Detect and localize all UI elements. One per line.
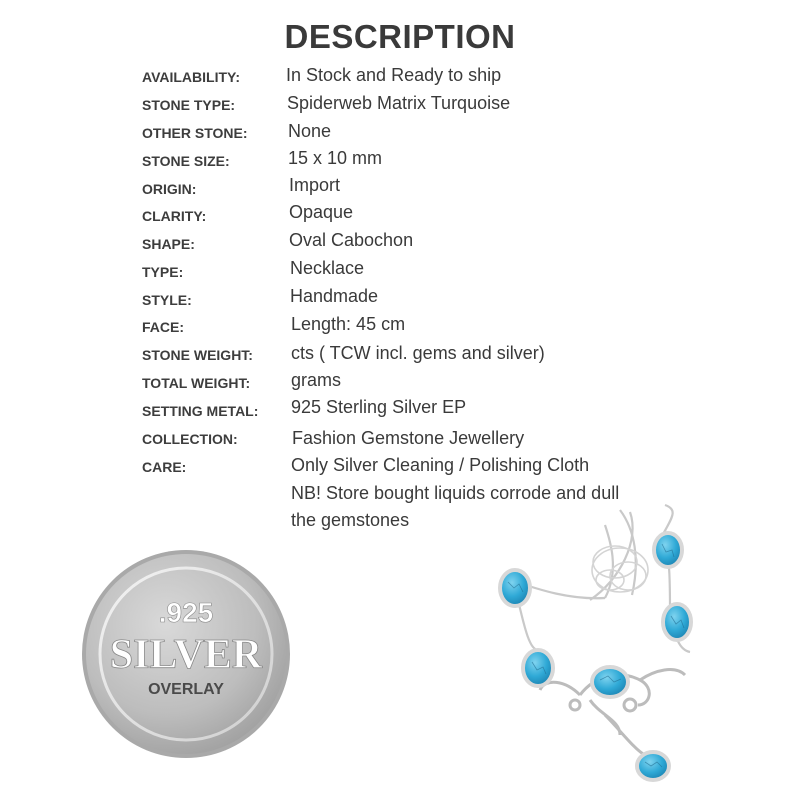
page-title: DESCRIPTION [284,18,516,55]
spec-value-other-stone: None [288,121,332,141]
care-note-line1: NB! Store bought liquids corrode and dull [291,483,620,503]
spec-value-clarity: Opaque [289,202,354,222]
spec-label-stone-type: STONE TYPE: [142,97,236,113]
spec-value-style: Handmade [290,286,379,306]
spec-value-setting-metal: 925 Sterling Silver EP [291,397,467,417]
silver-overlay-badge [80,548,292,760]
spec-label-origin: ORIGIN: [142,181,197,197]
spec-label-setting-metal: SETTING METAL: [142,403,259,419]
spec-label-stone-weight: STONE WEIGHT: [142,347,253,363]
spec-value-collection: Fashion Gemstone Jewellery [292,428,525,448]
spec-label-other-stone: OTHER STONE: [142,125,248,141]
spec-value-availability: In Stock and Ready to ship [286,65,502,85]
spec-value-stone-size: 15 x 10 mm [288,148,383,168]
spec-label-collection: COLLECTION: [142,431,238,447]
spec-value-type: Necklace [290,258,365,278]
spec-value-face: Length: 45 cm [291,314,406,334]
badge-text-925: .925 [158,597,214,628]
spec-label-stone-size: STONE SIZE: [142,153,230,169]
spec-value-stone-type: Spiderweb Matrix Turquoise [287,93,511,113]
necklace-product-image [470,500,800,800]
spec-value-stone-weight: cts ( TCW incl. gems and silver) [291,343,545,363]
care-note-line2: the gemstones [291,510,410,530]
spec-label-face: FACE: [142,319,184,335]
spec-label-type: TYPE: [142,264,184,280]
badge-text-silver: SILVER [109,632,263,678]
spec-label-clarity: CLARITY: [142,208,207,224]
spec-label-total-weight: TOTAL WEIGHT: [142,375,251,391]
spec-label-care: CARE: [142,459,187,475]
spec-value-origin: Import [289,175,341,195]
spec-value-care: Only Silver Cleaning / Polishing Cloth [291,455,590,475]
spec-label-availability: AVAILABILITY: [142,69,240,85]
spec-label-style: STYLE: [142,292,192,308]
spec-label-shape: SHAPE: [142,236,195,252]
spec-value-shape: Oval Cabochon [289,230,414,250]
spec-value-total-weight: grams [291,370,342,390]
badge-text-overlay: OVERLAY [148,681,224,698]
